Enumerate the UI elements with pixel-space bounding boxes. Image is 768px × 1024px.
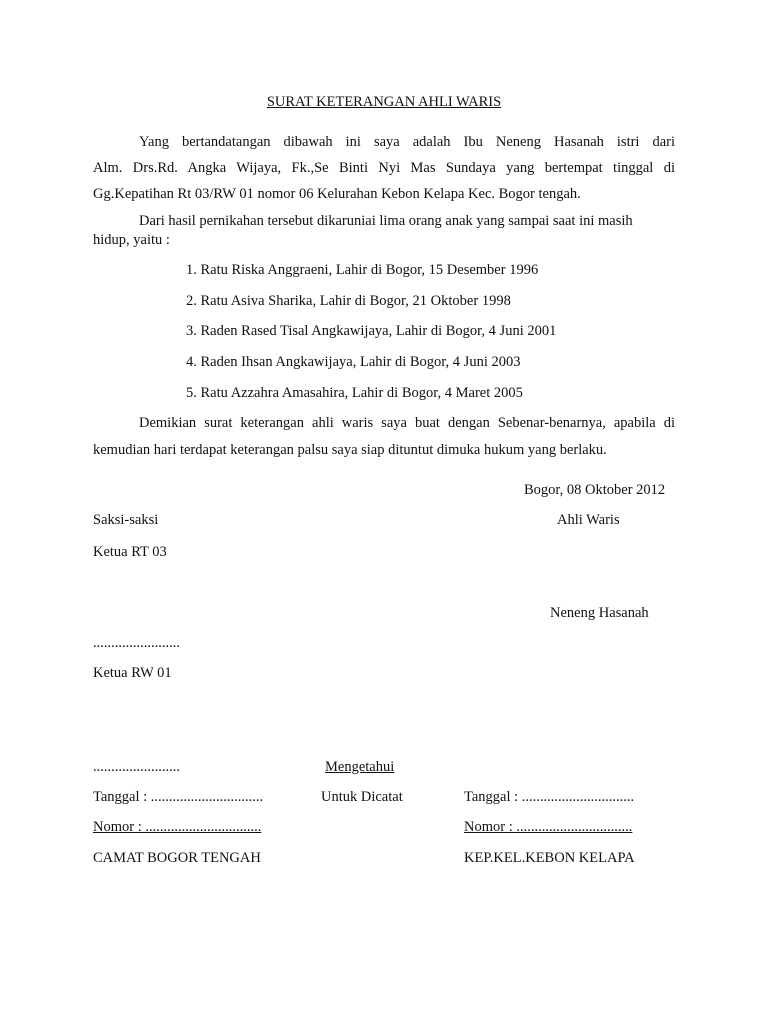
intro-line-3: Gg.Kepatihan Rt 03/RW 01 nomor 06 Kelurahan Kebon Kelapa Kec. Bogor tengah. bbox=[93, 186, 581, 202]
child-item-3: 3. Raden Rased Tisal Angkawijaya, Lahir di Bogor, 4 Juni 2001 bbox=[186, 323, 557, 339]
place-date: Bogor, 08 Oktober 2012 bbox=[524, 482, 666, 498]
closing-line-1: Demikian surat keterangan ahli waris saya buat dengan Sebenar-benarnya, apabila di bbox=[139, 415, 675, 431]
child-item-2: 2. Ratu Asiva Sharika, Lahir di Bogor, 21 Oktober 1998 bbox=[186, 293, 511, 309]
document-title: SURAT KETERANGAN AHLI WARIS bbox=[266, 94, 502, 110]
intro-line-2: Alm. Drs.Rd. Angka Wijaya, Fk.,Se Binti Nyi Mas Sundaya yang bertempat tinggal di bbox=[93, 160, 675, 176]
left-number-line: Nomor : ................................ bbox=[93, 819, 262, 835]
recorded-label: Untuk Dicatat bbox=[321, 789, 403, 805]
child-item-4: 4. Raden Ihsan Angkawijaya, Lahir di Bogor, 4 Juni 2003 bbox=[186, 354, 521, 370]
right-date-line: Tanggal : ............................... bbox=[464, 789, 635, 805]
child-item-1: 1. Ratu Riska Anggraeni, Lahir di Bogor, 15 Desember 1996 bbox=[186, 262, 539, 278]
rw-signature-line: ........................ bbox=[93, 759, 180, 775]
heir-label: Ahli Waris bbox=[557, 512, 620, 528]
right-official: KEP.KEL.KEBON KELAPA bbox=[464, 850, 635, 866]
child-item-5: 5. Ratu Azzahra Amasahira, Lahir di Bogor, 4 Maret 2005 bbox=[186, 385, 523, 401]
rt-signature-line: ........................ bbox=[93, 635, 180, 651]
left-official: CAMAT BOGOR TENGAH bbox=[93, 850, 261, 866]
left-date-line: Tanggal : ............................... bbox=[93, 789, 264, 805]
heir-name: Neneng Hasanah bbox=[550, 605, 649, 621]
closing-line-2: kemudian hari terdapat keterangan palsu saya siap dituntut dimuka hukum yang berlaku. bbox=[93, 442, 607, 458]
right-number-line: Nomor : ................................ bbox=[464, 819, 633, 835]
acknowledged-label: Mengetahui bbox=[325, 759, 395, 775]
witnesses-label: Saksi-saksi bbox=[93, 512, 159, 528]
intro-line-1: Yang bertandatangan dibawah ini saya adalah Ibu Neneng Hasanah istri dari bbox=[139, 134, 675, 150]
children-intro-line-2: hidup, yaitu : bbox=[93, 232, 170, 248]
rt-label: Ketua RT 03 bbox=[93, 544, 167, 560]
children-intro-line-1: Dari hasil pernikahan tersebut dikaruniai lima orang anak yang sampai saat ini masih bbox=[139, 213, 633, 229]
rw-label: Ketua RW 01 bbox=[93, 665, 172, 681]
